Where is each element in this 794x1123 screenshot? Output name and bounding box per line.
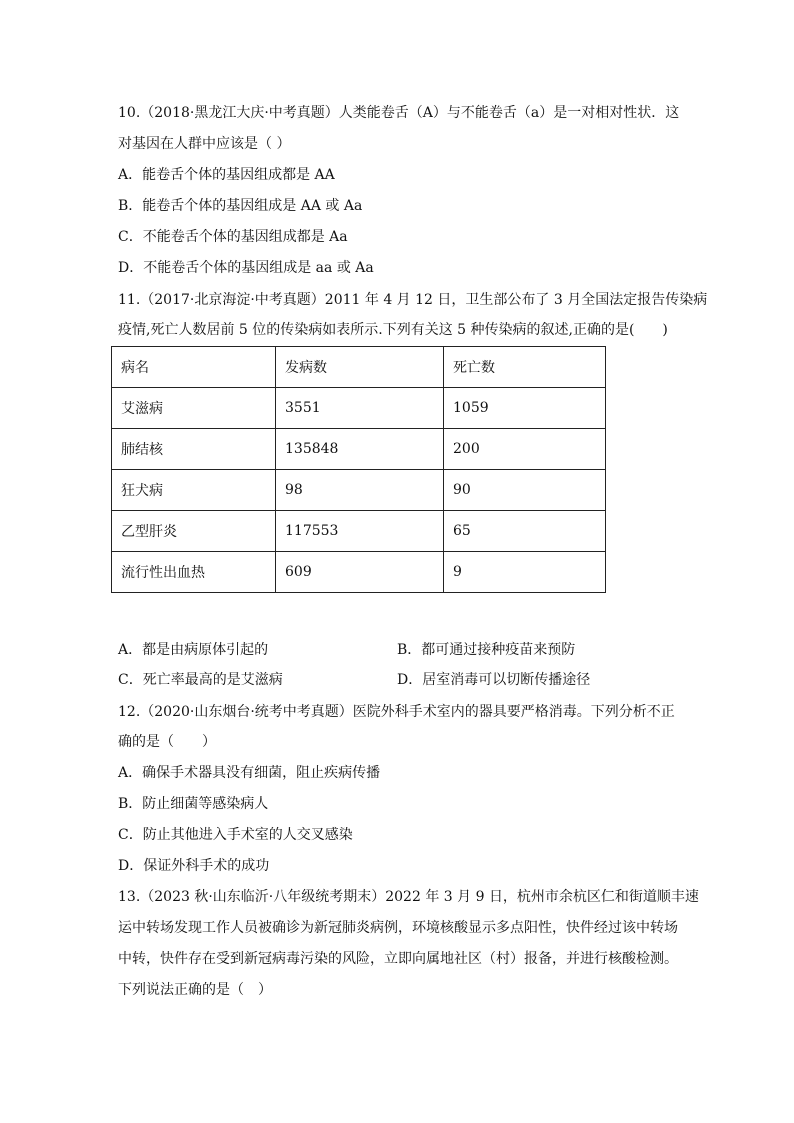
q12-stem-line2: 确的是（ ） — [118, 734, 216, 750]
q10-option-b: B．能卷舌个体的基因组成是 AA 或 Aa — [118, 198, 363, 214]
table-cell: 65 — [444, 511, 606, 552]
q10-stem-line2: 对基因在人群中应该是（ ） — [118, 136, 291, 152]
q13-stem-line4: 下列说法正确的是（ ） — [118, 982, 272, 998]
q12-stem-line1: 12.（2020·山东烟台·统考中考真题）医院外科手术室内的器具要严格消毒。下列分析不正 — [118, 704, 675, 720]
table-cell: 98 — [276, 470, 444, 511]
q13-stem-line1: 13.（2023 秋·山东临沂·八年级统考期末）2022 年 3 月 9 日，杭州市余杭区仁和街道顺丰速 — [118, 889, 699, 905]
q10-stem-line1: 10.（2018·黑龙江大庆·中考真题）人类能卷舌（A）与不能卷舌（a）是一对相对性状．这 — [118, 105, 680, 121]
q12-option-a: A．确保手术器具没有细菌，阻止疾病传播 — [118, 765, 381, 781]
q12-option-b: B．防止细菌等感染病人 — [118, 796, 269, 812]
table-cell: 3551 — [276, 388, 444, 429]
table-header-cell: 发病数 — [276, 347, 444, 388]
table-header-row — [112, 347, 606, 388]
table-row — [112, 511, 606, 552]
q10-option-a: A．能卷舌个体的基因组成都是 AA — [118, 167, 335, 183]
disease-table — [111, 346, 606, 593]
q10-option-c: C．不能卷舌个体的基因组成都是 Aa — [118, 229, 348, 245]
table-cell: 200 — [444, 429, 606, 470]
q10-option-d: D．不能卷舌个体的基因组成是 aa 或 Aa — [118, 260, 374, 276]
table-cell: 609 — [276, 552, 444, 593]
q12-option-d: D．保证外科手术的成功 — [118, 858, 270, 874]
table-cell: 90 — [444, 470, 606, 511]
table-row — [112, 429, 606, 470]
q12-option-c: C．防止其他进入手术室的人交叉感染 — [118, 827, 353, 843]
table-row — [112, 552, 606, 593]
table-cell: 流行性出血热 — [112, 552, 276, 593]
q11-option-c: C．死亡率最高的是艾滋病 — [118, 672, 283, 688]
table-cell: 135848 — [276, 429, 444, 470]
q13-stem-line2: 运中转场发现工作人员被确诊为新冠肺炎病例，环境核酸显示多点阳性，快件经过该中转场 — [118, 920, 678, 936]
table-cell: 117553 — [276, 511, 444, 552]
table-row — [112, 388, 606, 429]
q11-stem-line2: 疫情,死亡人数居前 5 位的传染病如表所示.下列有关这 5 种传染病的叙述,正确的是( ) — [118, 322, 668, 338]
table-row — [112, 470, 606, 511]
table-cell: 肺结核 — [112, 429, 276, 470]
q11-stem-line1: 11.（2017·北京海淀·中考真题）2011 年 4 月 12 日，卫生部公布了 3 月全国法定报告传染病 — [118, 292, 708, 308]
table-cell: 1059 — [444, 388, 606, 429]
q11-option-b: B．都可通过接种疫苗来预防 — [397, 642, 576, 658]
table-header-cell: 病名 — [112, 347, 276, 388]
table-cell: 乙型肝炎 — [112, 511, 276, 552]
q13-stem-line3: 中转，快件存在受到新冠病毒污染的风险，立即向属地社区（村）报备，并进行核酸检测。 — [118, 951, 678, 967]
table-cell: 狂犬病 — [112, 470, 276, 511]
table-cell: 9 — [444, 552, 606, 593]
q11-option-d: D．居室消毒可以切断传播途径 — [397, 672, 591, 688]
q11-option-a: A．都是由病原体引起的 — [118, 642, 269, 658]
table-header-cell: 死亡数 — [444, 347, 606, 388]
table-cell: 艾滋病 — [112, 388, 276, 429]
